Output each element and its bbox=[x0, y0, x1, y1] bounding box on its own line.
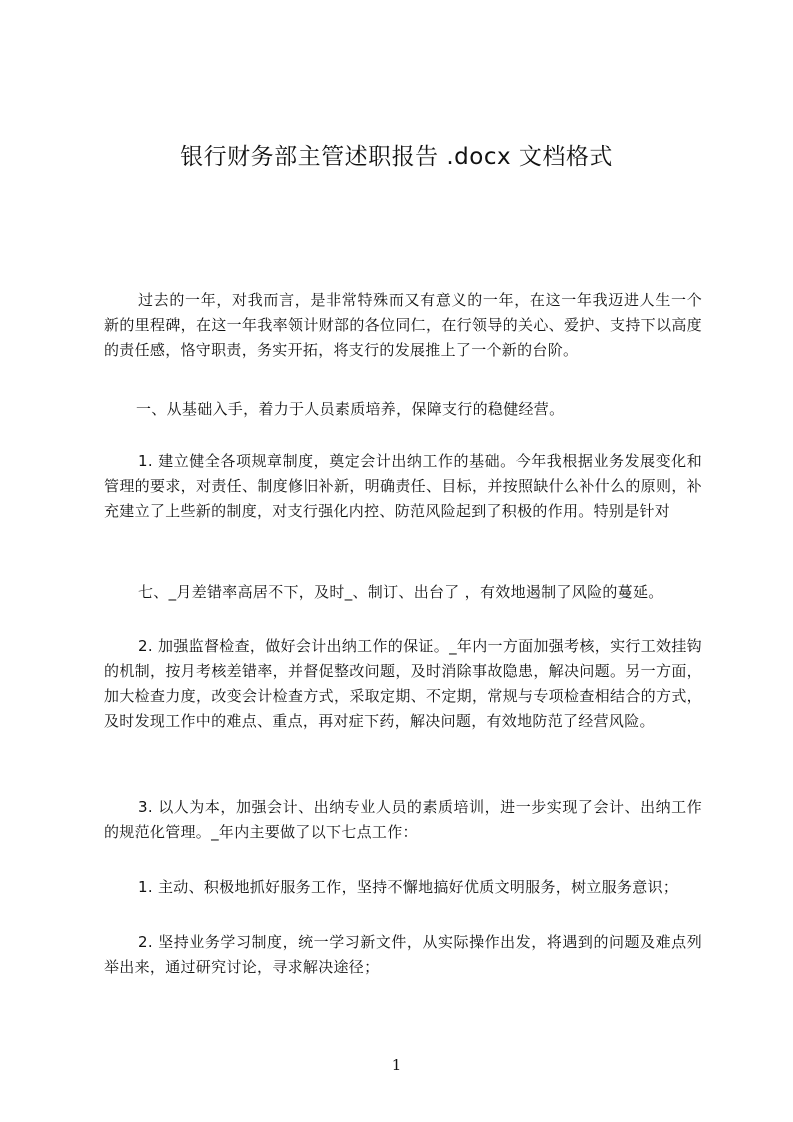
paragraph-item-2: 2. 加强监督检查，做好会计出纳工作的保证。_年内一方面加强考核，实行工效挂钩的机制，按月考核差错率，并督促整改问题，及时消除事故隐患，解决问题。另一方面，加大检查力度，改变会计检查方式，采取定期、不定期，常规与专项检查相结合的方式，及时发现工作中的难点、重点，再对症下药，解决问题，有效地防范了经营风险。 bbox=[104, 637, 702, 730]
paragraph-section-heading: 一、从基础入手，着力于人员素质培养，保障支行的稳健经营。 bbox=[136, 400, 565, 418]
paragraph-item-1: 1. 建立健全各项规章制度，奠定会计出纳工作的基础。今年我根据业务发展变化和管理的要求，对责任、制度修旧补新，明确责任、目标，并按照缺什么补什么的原则，补充建立了上些新的制度，对支行强化内控、防范风险起到了积极的作用。特别是针对 bbox=[104, 452, 702, 520]
paragraph-subitem-2: 2. 坚持业务学习制度，统一学习新文件，从实际操作出发，将遇到的问题及难点列举出来，通过研究讨论，寻求解决途径； bbox=[104, 933, 702, 976]
paragraph-section-seven: 七、_月差错率高居不下，及时_、制订、出台了 ，有效地遏制了风险的蔓延。 bbox=[138, 583, 664, 601]
paragraph-subitem-1: 1. 主动、积极地抓好服务工作，坚持不懈地搞好优质文明服务，树立服务意识； bbox=[138, 878, 679, 896]
page-number: 1 bbox=[391, 1056, 402, 1074]
paragraph-item-3: 3. 以人为本，加强会计、出纳专业人员的素质培训，进一步实现了会计、出纳工作的规范化管理。_年内主要做了以下七点工作： bbox=[104, 798, 702, 841]
paragraph-intro: 过去的一年，对我而言，是非常特殊而又有意义的一年，在这一年我迈进人生一个新的里程碑，在这一年我率领计财部的各位同仁，在行领导的关心、爱护、支持下以高度的责任感，恪守职责，务实开拓，将支行的发展推上了一个新的台阶。 bbox=[104, 291, 702, 359]
document-title: 银行财务部主管述职报告 .docx 文档格式 bbox=[180, 144, 613, 170]
